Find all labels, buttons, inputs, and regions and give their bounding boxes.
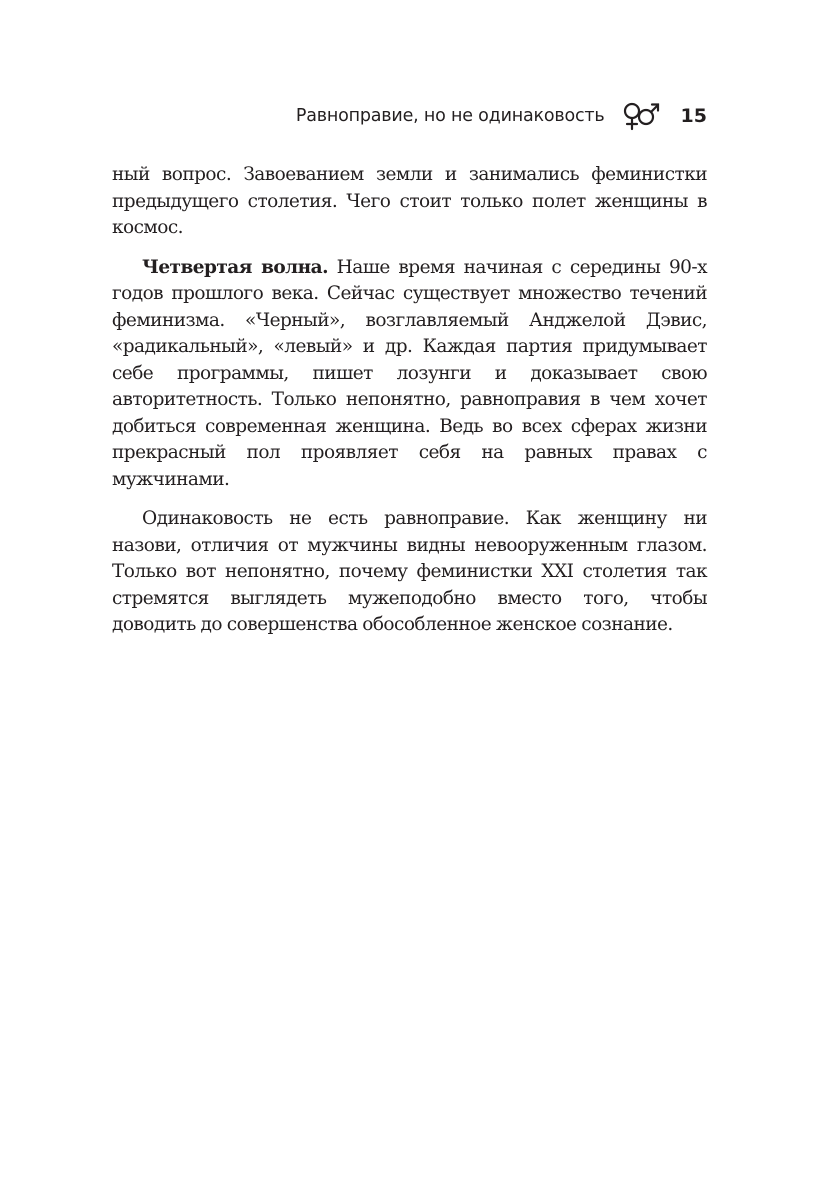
paragraph-equality xyxy=(112,506,707,639)
paragraph-fourth-wave xyxy=(112,255,707,494)
paragraph-continued xyxy=(112,162,707,242)
paragraph-lead-heading: Четвертая волна. xyxy=(142,256,328,278)
paragraph-text: Наше время начиная с середины 90-х годов прошлого века. Сейчас существует множество течений феминизма. «Черный», возглавляемый Анджелой Дэвис, «радикальный», «левый» и др. Каждая партия придумывает себе программы, пишет лозунги и доказывает свою авторитетность. Только непонятно, равноправия в чем хочет добиться современная женщина. Ведь во всех сферах жизни прекрасный пол проявляет себя на равных правах с мужчинами. xyxy=(112,256,707,490)
body-text xyxy=(112,162,707,652)
running-title: Равноправие, но не одинаковость xyxy=(295,106,605,126)
paragraph-text: Одинаковость не есть равноправие. Как женщину ни назови, отличия от мужчины видны невооруженным глазом. Только вот непонятно, почему феминистки XXI столетия так стремятся выглядеть мужеподобно вместо того, чтобы доводить до совершенства обособленное женское сознание. xyxy=(112,508,707,635)
running-head xyxy=(112,98,707,134)
page-number: 15 xyxy=(680,105,707,127)
paragraph-text: ный вопрос. Завоеванием земли и занимались феминистки предыдущего столетия. Чего стоит только полет женщины в космос. xyxy=(112,164,707,238)
female-male-symbols-icon xyxy=(621,101,661,131)
gender-symbols-svg xyxy=(621,101,661,131)
